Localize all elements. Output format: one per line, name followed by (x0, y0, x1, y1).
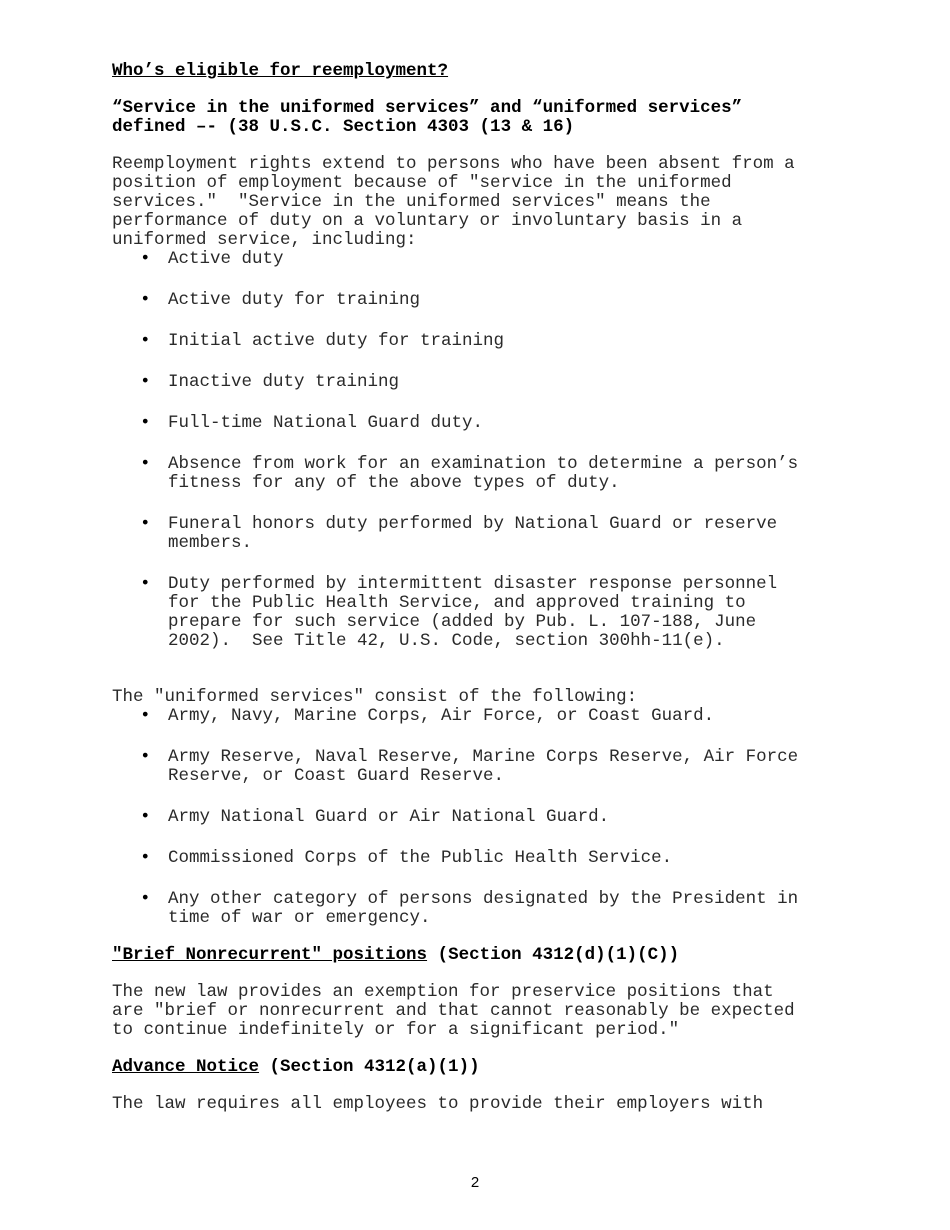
service-types-list (112, 250, 852, 651)
list-item: • Absence from work for an examination to determine a person’s fitness for any of the above types of duty. (140, 454, 799, 493)
heading-title: "Brief Nonrecurrent" positions (112, 945, 428, 965)
heading-reference: (Section 4312(d)(1)(C)) (427, 945, 680, 965)
bullet-icon: • (140, 454, 151, 474)
list-item: • Any other category of persons designated by the President in time of war or emergency. (140, 889, 799, 928)
section-heading-advance-notice (112, 1058, 852, 1077)
heading-title: Advance Notice (112, 1057, 260, 1077)
bullet-icon: • (140, 290, 151, 310)
list-item: • Active duty (140, 249, 284, 269)
list-item: • Army, Navy, Marine Corps, Air Force, or Coast Guard. (140, 706, 715, 726)
list-item: • Initial active duty for training (140, 331, 505, 351)
section-heading-brief-nonrecurrent (112, 946, 852, 965)
list-item: • Commissioned Corps of the Public Health Service. (140, 848, 673, 868)
bullet-icon: • (140, 249, 151, 269)
list-item: • Duty performed by intermittent disaster response personnel for the Public Health Service, and approved training to prepare for such service (added by Pub. L. 107-188, June 2002). See Title 42, U.S. Code, section 300hh-11(e). (140, 574, 778, 651)
list-item: • Active duty for training (140, 290, 421, 310)
brief-nonrecurrent-paragraph: The new law provides an exemption for preservice positions that are "brief or nonrecurrent and that cannot reasonably be expected to continue indefinitely or for a significant period." (112, 982, 795, 1040)
bullet-icon: • (140, 372, 151, 392)
bullet-icon: • (140, 747, 151, 767)
bullet-icon: • (140, 574, 151, 594)
document-page (112, 62, 852, 1114)
list-item: • Full-time National Guard duty. (140, 413, 484, 433)
bullet-icon: • (140, 889, 151, 909)
bullet-icon: • (140, 514, 151, 534)
list-item: • Inactive duty training (140, 372, 400, 392)
page-number: 2 (470, 1174, 480, 1191)
list-item: • Army Reserve, Naval Reserve, Marine Corps Reserve, Air Force Reserve, or Coast Guard Reserve. (140, 747, 799, 786)
heading-reference: (Section 4312(a)(1)) (259, 1057, 480, 1077)
uniformed-services-intro: The "uniformed services" consist of the following: (112, 687, 638, 707)
bullet-icon: • (140, 413, 151, 433)
section-heading-eligibility: Who’s eligible for reemployment? (112, 61, 449, 81)
intro-paragraph: Reemployment rights extend to persons who have been absent from a position of employment because of "service in the uniformed services." "Service in the uniformed services" means the performance of duty on a voluntary or involuntary basis in a uniformed service, including: (112, 154, 795, 250)
uniformed-services-list (112, 707, 852, 928)
advance-notice-paragraph: The law requires all employees to provide their employers with (112, 1094, 764, 1114)
bullet-icon: • (140, 848, 151, 868)
list-item: • Funeral honors duty performed by National Guard or reserve members. (140, 514, 778, 553)
bullet-icon: • (140, 807, 151, 827)
bullet-icon: • (140, 706, 151, 726)
bullet-icon: • (140, 331, 151, 351)
list-item: • Army National Guard or Air National Guard. (140, 807, 610, 827)
section-heading-definitions: “Service in the uniformed services” and “uniformed services” defined –- (38 U.S.C. Section 4303 (13 & 16) (112, 98, 743, 137)
